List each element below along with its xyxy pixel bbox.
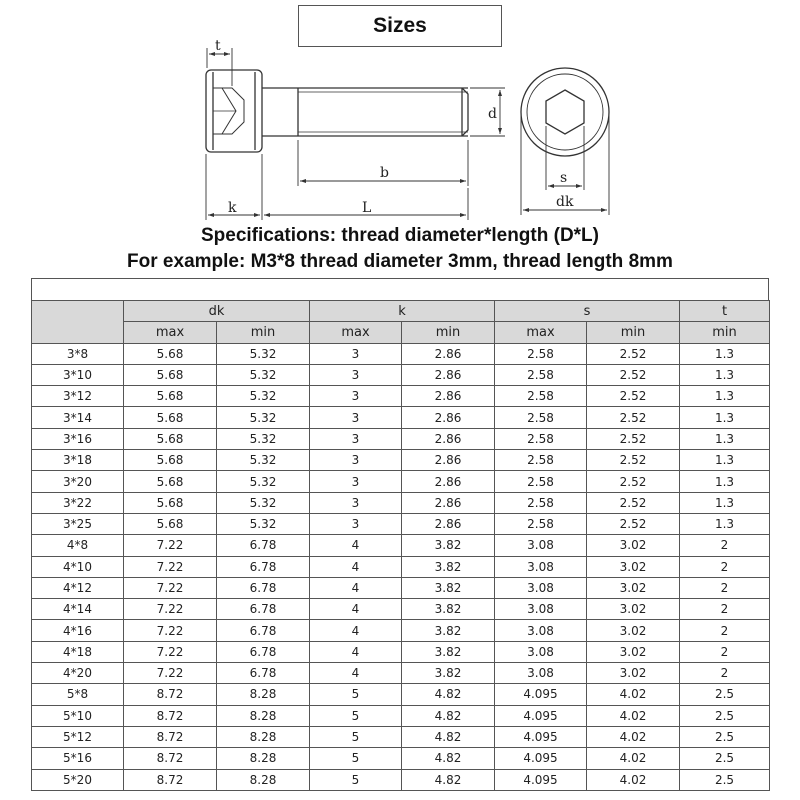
cell-s-max: 2.58 xyxy=(495,428,587,449)
cell-t-min: 2.5 xyxy=(680,769,770,790)
cell-s-max: 3.08 xyxy=(495,663,587,684)
size-table xyxy=(31,300,770,791)
table-row xyxy=(32,684,770,705)
cell-k-max: 3 xyxy=(310,386,402,407)
subheader: max xyxy=(495,322,587,343)
cell-k-min: 2.86 xyxy=(402,428,495,449)
header-dk: dk xyxy=(124,301,310,322)
cell-k-max: 4 xyxy=(310,577,402,598)
spec-line-2: For example: M3*8 thread diameter 3mm, thread length 8mm xyxy=(127,251,673,272)
header-blank xyxy=(32,301,124,344)
cell-k-max: 4 xyxy=(310,556,402,577)
cell-s-max: 3.08 xyxy=(495,577,587,598)
table-row xyxy=(32,726,770,747)
cell-size: 4*20 xyxy=(32,663,124,684)
cell-k-min: 2.86 xyxy=(402,471,495,492)
cell-k-min: 2.86 xyxy=(402,386,495,407)
cell-t-min: 1.3 xyxy=(680,343,770,364)
cell-k-min: 3.82 xyxy=(402,620,495,641)
cell-dk-min: 8.28 xyxy=(217,726,310,747)
table-row xyxy=(32,364,770,385)
label-b: b xyxy=(380,165,389,181)
cell-dk-min: 8.28 xyxy=(217,684,310,705)
cell-t-min: 2 xyxy=(680,577,770,598)
cell-t-min: 2 xyxy=(680,556,770,577)
table-row xyxy=(32,705,770,726)
cell-dk-min: 5.32 xyxy=(217,471,310,492)
cell-dk-max: 5.68 xyxy=(124,343,217,364)
cell-s-min: 3.02 xyxy=(587,599,680,620)
cell-s-min: 2.52 xyxy=(587,471,680,492)
cell-k-min: 2.86 xyxy=(402,513,495,534)
cell-dk-min: 8.28 xyxy=(217,769,310,790)
table-row xyxy=(32,748,770,769)
cell-s-max: 4.095 xyxy=(495,748,587,769)
cell-dk-max: 5.68 xyxy=(124,513,217,534)
cell-t-min: 1.3 xyxy=(680,428,770,449)
cell-size: 5*16 xyxy=(32,748,124,769)
subheader: min xyxy=(587,322,680,343)
cell-t-min: 2 xyxy=(680,599,770,620)
table-top-bar xyxy=(31,278,769,300)
cell-k-min: 3.82 xyxy=(402,663,495,684)
cell-s-max: 3.08 xyxy=(495,620,587,641)
cell-dk-min: 6.78 xyxy=(217,620,310,641)
cell-s-min: 4.02 xyxy=(587,748,680,769)
label-k: k xyxy=(228,200,237,216)
cell-size: 3*25 xyxy=(32,513,124,534)
cell-k-max: 3 xyxy=(310,513,402,534)
table-row xyxy=(32,428,770,449)
cell-t-min: 1.3 xyxy=(680,407,770,428)
cell-dk-min: 5.32 xyxy=(217,407,310,428)
cell-dk-min: 6.78 xyxy=(217,535,310,556)
cell-k-min: 3.82 xyxy=(402,577,495,598)
cell-k-max: 3 xyxy=(310,428,402,449)
cell-size: 5*10 xyxy=(32,705,124,726)
cell-k-min: 3.82 xyxy=(402,599,495,620)
cell-size: 3*12 xyxy=(32,386,124,407)
table-row xyxy=(32,343,770,364)
page-title: Sizes xyxy=(298,5,502,47)
table-row xyxy=(32,663,770,684)
cell-s-max: 3.08 xyxy=(495,556,587,577)
screw-dimension-drawing xyxy=(0,0,800,225)
cell-s-max: 4.095 xyxy=(495,705,587,726)
cell-dk-max: 7.22 xyxy=(124,577,217,598)
table-body xyxy=(32,343,770,790)
cell-dk-max: 5.68 xyxy=(124,364,217,385)
cell-s-min: 3.02 xyxy=(587,556,680,577)
cell-s-max: 2.58 xyxy=(495,492,587,513)
cell-size: 3*22 xyxy=(32,492,124,513)
header-row-groups xyxy=(32,301,770,322)
cell-dk-min: 6.78 xyxy=(217,556,310,577)
cell-s-min: 2.52 xyxy=(587,428,680,449)
table-row xyxy=(32,577,770,598)
table-row xyxy=(32,471,770,492)
header-k: k xyxy=(310,301,495,322)
cell-k-min: 4.82 xyxy=(402,769,495,790)
cell-size: 4*10 xyxy=(32,556,124,577)
cell-s-max: 4.095 xyxy=(495,726,587,747)
cell-dk-max: 5.68 xyxy=(124,428,217,449)
cell-t-min: 1.3 xyxy=(680,450,770,471)
cell-k-min: 4.82 xyxy=(402,748,495,769)
cell-size: 3*14 xyxy=(32,407,124,428)
cell-t-min: 1.3 xyxy=(680,386,770,407)
cell-s-min: 3.02 xyxy=(587,663,680,684)
label-s: s xyxy=(560,170,568,186)
cell-s-min: 3.02 xyxy=(587,641,680,662)
cell-dk-min: 5.32 xyxy=(217,364,310,385)
cell-k-max: 4 xyxy=(310,663,402,684)
table-row xyxy=(32,620,770,641)
cell-t-min: 2.5 xyxy=(680,726,770,747)
cell-s-min: 4.02 xyxy=(587,726,680,747)
cell-dk-max: 5.68 xyxy=(124,407,217,428)
cell-s-max: 3.08 xyxy=(495,535,587,556)
cell-k-max: 3 xyxy=(310,450,402,471)
cell-dk-max: 7.22 xyxy=(124,599,217,620)
cell-s-max: 3.08 xyxy=(495,641,587,662)
table-row xyxy=(32,599,770,620)
cell-k-max: 4 xyxy=(310,535,402,556)
cell-dk-max: 8.72 xyxy=(124,769,217,790)
cell-size: 3*16 xyxy=(32,428,124,449)
cell-t-min: 1.3 xyxy=(680,513,770,534)
cell-s-max: 2.58 xyxy=(495,343,587,364)
cell-size: 3*8 xyxy=(32,343,124,364)
cell-dk-max: 5.68 xyxy=(124,492,217,513)
cell-t-min: 2.5 xyxy=(680,705,770,726)
subheader: max xyxy=(124,322,217,343)
cell-dk-min: 5.32 xyxy=(217,492,310,513)
cell-s-min: 2.52 xyxy=(587,386,680,407)
cell-dk-max: 7.22 xyxy=(124,556,217,577)
cell-k-min: 4.82 xyxy=(402,726,495,747)
cell-s-max: 2.58 xyxy=(495,471,587,492)
cell-size: 4*16 xyxy=(32,620,124,641)
table-row xyxy=(32,535,770,556)
header-t: t xyxy=(680,301,770,322)
cell-s-max: 4.095 xyxy=(495,769,587,790)
cell-s-min: 2.52 xyxy=(587,492,680,513)
cell-s-min: 2.52 xyxy=(587,407,680,428)
cell-k-min: 4.82 xyxy=(402,684,495,705)
table-row xyxy=(32,386,770,407)
cell-k-min: 3.82 xyxy=(402,535,495,556)
cell-k-min: 2.86 xyxy=(402,450,495,471)
cell-k-max: 5 xyxy=(310,705,402,726)
cell-k-max: 5 xyxy=(310,748,402,769)
cell-dk-max: 5.68 xyxy=(124,471,217,492)
cell-k-max: 3 xyxy=(310,492,402,513)
cell-size: 3*18 xyxy=(32,450,124,471)
cell-k-max: 3 xyxy=(310,471,402,492)
header-row-subheaders xyxy=(32,322,770,343)
cell-dk-min: 5.32 xyxy=(217,343,310,364)
table-row xyxy=(32,492,770,513)
subheader: min xyxy=(680,322,770,343)
cell-s-max: 2.58 xyxy=(495,407,587,428)
cell-k-max: 4 xyxy=(310,599,402,620)
cell-t-min: 1.3 xyxy=(680,364,770,385)
cell-k-max: 4 xyxy=(310,641,402,662)
cell-dk-max: 8.72 xyxy=(124,705,217,726)
screw-head-end-view xyxy=(521,68,609,156)
subheader: min xyxy=(402,322,495,343)
subheader: min xyxy=(217,322,310,343)
cell-size: 5*8 xyxy=(32,684,124,705)
cell-k-max: 3 xyxy=(310,407,402,428)
cell-t-min: 1.3 xyxy=(680,471,770,492)
cell-k-min: 3.82 xyxy=(402,641,495,662)
cell-t-min: 2 xyxy=(680,663,770,684)
cell-dk-max: 5.68 xyxy=(124,386,217,407)
cell-k-max: 4 xyxy=(310,620,402,641)
cell-size: 3*10 xyxy=(32,364,124,385)
table-row xyxy=(32,407,770,428)
cell-s-min: 3.02 xyxy=(587,620,680,641)
table-row xyxy=(32,556,770,577)
cell-t-min: 2 xyxy=(680,535,770,556)
cell-dk-min: 6.78 xyxy=(217,577,310,598)
cell-k-min: 3.82 xyxy=(402,556,495,577)
cell-t-min: 1.3 xyxy=(680,492,770,513)
cell-k-min: 2.86 xyxy=(402,492,495,513)
cell-dk-max: 8.72 xyxy=(124,748,217,769)
cell-dk-max: 7.22 xyxy=(124,663,217,684)
table-row xyxy=(32,641,770,662)
cell-dk-max: 7.22 xyxy=(124,535,217,556)
cell-dk-min: 5.32 xyxy=(217,450,310,471)
cell-dk-min: 5.32 xyxy=(217,386,310,407)
cell-s-max: 3.08 xyxy=(495,599,587,620)
cell-s-min: 4.02 xyxy=(587,684,680,705)
cell-t-min: 2.5 xyxy=(680,748,770,769)
cell-s-min: 4.02 xyxy=(587,769,680,790)
cell-size: 5*12 xyxy=(32,726,124,747)
cell-t-min: 2 xyxy=(680,620,770,641)
cell-size: 4*12 xyxy=(32,577,124,598)
cell-dk-min: 8.28 xyxy=(217,705,310,726)
hex-socket-shape xyxy=(546,90,584,134)
cell-dk-min: 5.32 xyxy=(217,513,310,534)
cell-k-min: 2.86 xyxy=(402,364,495,385)
cell-dk-min: 6.78 xyxy=(217,599,310,620)
cell-t-min: 2.5 xyxy=(680,684,770,705)
cell-k-min: 2.86 xyxy=(402,407,495,428)
cell-dk-max: 8.72 xyxy=(124,684,217,705)
cell-t-min: 2 xyxy=(680,641,770,662)
cell-s-max: 2.58 xyxy=(495,450,587,471)
cell-dk-min: 6.78 xyxy=(217,641,310,662)
cell-k-max: 5 xyxy=(310,726,402,747)
cell-s-min: 2.52 xyxy=(587,364,680,385)
cell-k-min: 2.86 xyxy=(402,343,495,364)
cell-size: 4*8 xyxy=(32,535,124,556)
spec-line-1: Specifications: thread diameter*length (D*L) xyxy=(200,225,599,246)
cell-size: 3*20 xyxy=(32,471,124,492)
cell-k-max: 3 xyxy=(310,343,402,364)
cell-s-max: 4.095 xyxy=(495,684,587,705)
cell-dk-max: 8.72 xyxy=(124,726,217,747)
cell-dk-max: 5.68 xyxy=(124,450,217,471)
cell-s-min: 4.02 xyxy=(587,705,680,726)
cell-size: 4*14 xyxy=(32,599,124,620)
label-t: t xyxy=(215,38,221,54)
cell-k-max: 5 xyxy=(310,684,402,705)
cell-dk-min: 6.78 xyxy=(217,663,310,684)
subheader: max xyxy=(310,322,402,343)
table-row xyxy=(32,769,770,790)
cell-k-max: 5 xyxy=(310,769,402,790)
table-row xyxy=(32,513,770,534)
cell-s-min: 2.52 xyxy=(587,513,680,534)
cell-dk-min: 5.32 xyxy=(217,428,310,449)
label-L: L xyxy=(362,200,372,216)
cell-k-max: 3 xyxy=(310,364,402,385)
cell-size: 5*20 xyxy=(32,769,124,790)
label-d: d xyxy=(488,106,497,122)
header-s: s xyxy=(495,301,680,322)
cell-s-min: 3.02 xyxy=(587,535,680,556)
cell-s-max: 2.58 xyxy=(495,364,587,385)
cell-dk-max: 7.22 xyxy=(124,641,217,662)
cell-s-min: 2.52 xyxy=(587,343,680,364)
cell-dk-min: 8.28 xyxy=(217,748,310,769)
cell-s-max: 2.58 xyxy=(495,386,587,407)
size-table-container xyxy=(31,278,769,791)
cell-k-min: 4.82 xyxy=(402,705,495,726)
cell-dk-max: 7.22 xyxy=(124,620,217,641)
table-row xyxy=(32,450,770,471)
cell-size: 4*18 xyxy=(32,641,124,662)
label-dk: dk xyxy=(556,194,574,210)
cell-s-min: 3.02 xyxy=(587,577,680,598)
cell-s-max: 2.58 xyxy=(495,513,587,534)
cell-s-min: 2.52 xyxy=(587,450,680,471)
